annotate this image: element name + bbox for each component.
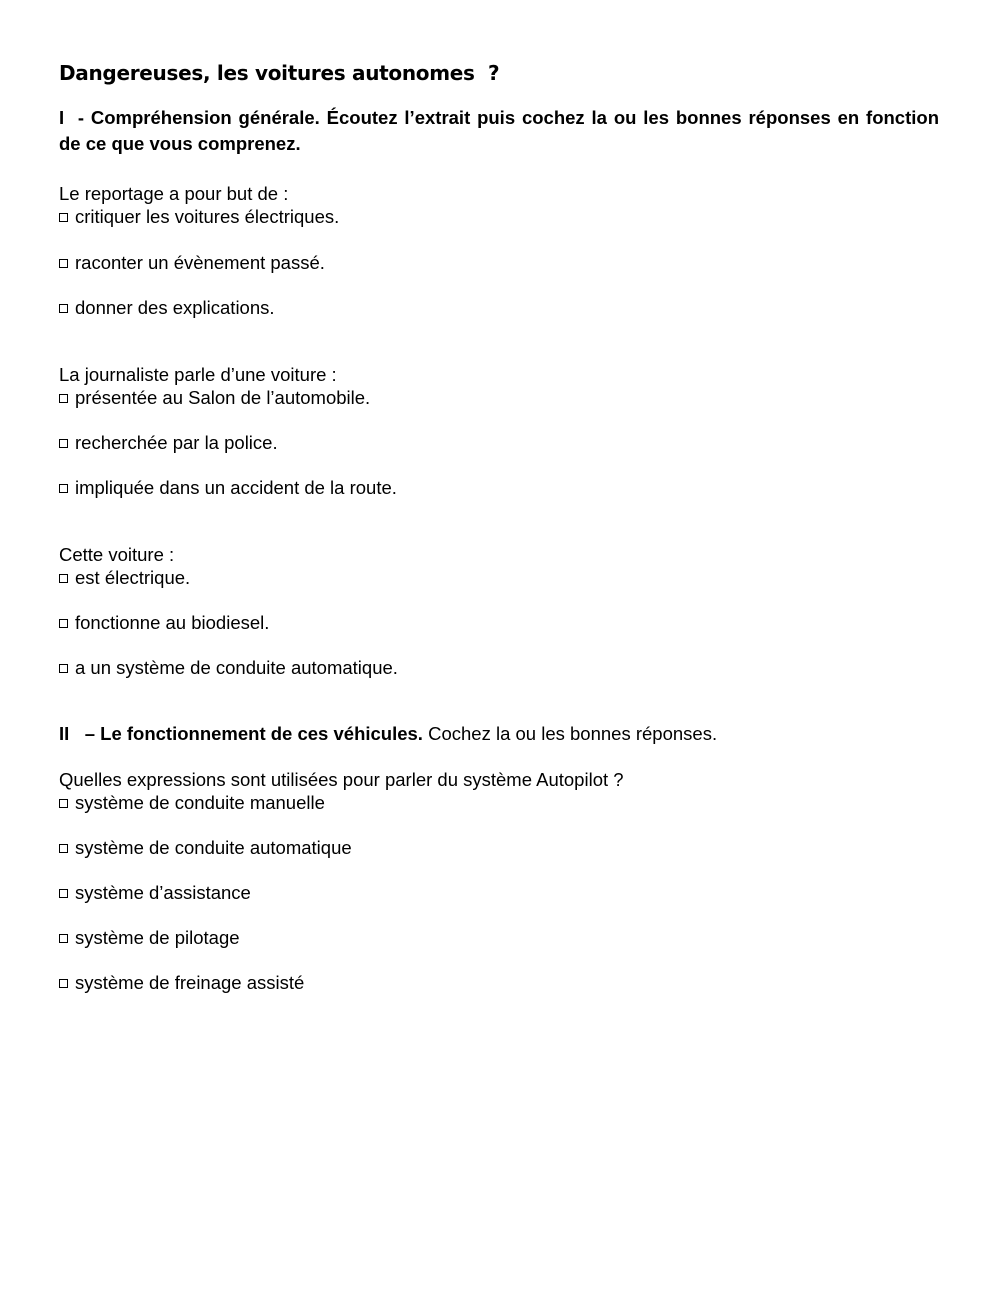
section-2-number: II – [59,723,101,744]
question-1-prompt: Le reportage a pour but de : [59,183,289,204]
checkbox-icon[interactable] [59,619,68,628]
section-2-instruction: Cochez la ou les bonnes réponses. [422,723,718,744]
checkbox-icon[interactable] [59,934,68,943]
option-label: système d’assistance [75,882,251,903]
section-2-heading [59,723,717,745]
checkbox-icon[interactable] [59,439,68,448]
checkbox-icon[interactable] [59,889,68,898]
checkbox-icon[interactable] [59,259,68,268]
question-3-prompt: Cette voiture : [59,544,175,565]
option-label: critiquer les voitures électriques. [75,206,340,227]
option-label: système de pilotage [75,927,240,948]
question-4-option-1[interactable] [59,792,325,814]
section-1-heading [59,105,939,157]
checkbox-icon[interactable] [59,394,68,403]
checkbox-icon[interactable] [59,304,68,313]
question-3-option-1[interactable] [59,567,190,589]
question-4-option-5[interactable] [59,972,304,994]
question-3-option-2[interactable] [59,612,269,634]
option-label: système de conduite manuelle [75,792,325,813]
option-label: est électrique. [75,567,191,588]
option-label: recherchée par la police. [75,432,278,453]
question-3-option-3[interactable] [59,657,398,679]
option-label: raconter un évènement passé. [75,252,325,273]
section-2-title: Le fonctionnement de ces véhicules. [100,723,423,744]
checkbox-icon[interactable] [59,844,68,853]
option-label: a un système de conduite automatique. [75,657,398,678]
question-2-option-3[interactable] [59,477,397,499]
option-label: présentée au Salon de l’automobile. [75,387,371,408]
question-4-prompt: Quelles expressions sont utilisées pour parler du système Autopilot ? [59,769,624,790]
question-4-option-2[interactable] [59,837,352,859]
question-2-option-1[interactable] [59,387,370,409]
option-label: système de freinage assisté [75,972,305,993]
checkbox-icon[interactable] [59,574,68,583]
checkbox-icon[interactable] [59,664,68,673]
option-label: fonctionne au biodiesel. [75,612,270,633]
question-2-option-2[interactable] [59,432,278,454]
option-label: donner des explications. [75,297,275,318]
option-label: impliquée dans un accident de la route. [75,477,397,498]
worksheet-title: Dangereuses, les voitures autonomes ? [59,61,500,85]
section-1-title: Compréhension générale. Écoutez l’extrait puis cochez la ou les bonnes réponses en fonction de ce que vous comprenez. [59,107,939,154]
section-1-number: I - [59,107,91,128]
option-label: système de conduite automatique [75,837,352,858]
question-1-option-1[interactable] [59,206,339,228]
question-1-option-3[interactable] [59,297,275,319]
checkbox-icon[interactable] [59,979,68,988]
checkbox-icon[interactable] [59,484,68,493]
question-1-option-2[interactable] [59,252,325,274]
question-2-prompt: La journaliste parle d’une voiture : [59,364,337,385]
question-4-option-4[interactable] [59,927,240,949]
checkbox-icon[interactable] [59,213,68,222]
checkbox-icon[interactable] [59,799,68,808]
question-4-option-3[interactable] [59,882,251,904]
